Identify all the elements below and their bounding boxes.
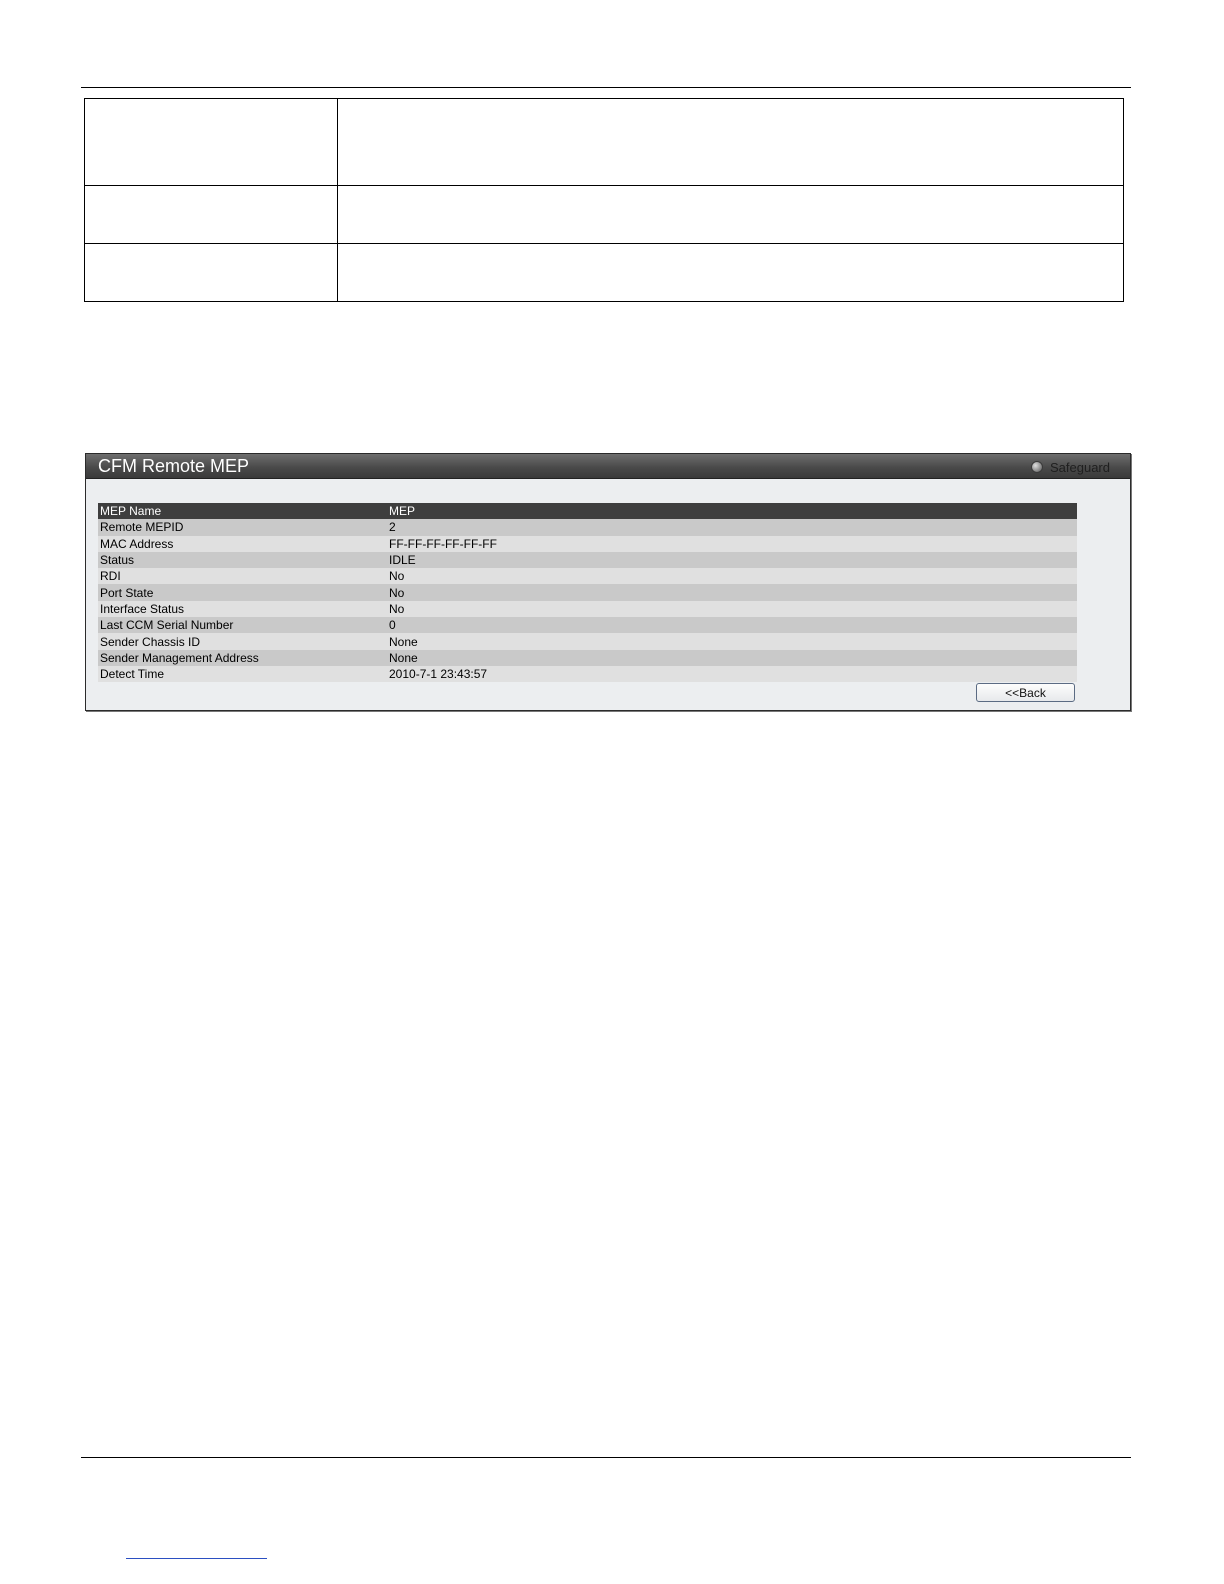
detail-label: Detect Time	[100, 667, 165, 682]
safeguard-label: Safeguard	[1050, 459, 1110, 475]
detail-value: 0	[389, 618, 396, 633]
detail-label: MEP Name	[100, 504, 162, 519]
detail-value: MEP	[389, 504, 416, 519]
detail-row-interface-status	[98, 601, 1077, 617]
detail-label: Interface Status	[100, 601, 185, 616]
detail-row-last-ccm-serial	[98, 617, 1077, 633]
header-rule	[81, 87, 1131, 88]
detail-label: Port State	[100, 585, 154, 600]
description-table	[84, 98, 1124, 302]
detail-row-mac-address	[98, 536, 1077, 552]
description-row	[85, 99, 1124, 186]
detail-label: Last CCM Serial Number	[100, 618, 234, 633]
detail-label: Sender Chassis ID	[100, 634, 201, 649]
detail-row-status	[98, 552, 1077, 568]
safeguard-icon	[1031, 461, 1043, 473]
detail-label: Status	[100, 553, 135, 568]
detail-value: FF-FF-FF-FF-FF-FF	[389, 536, 497, 551]
detail-value: IDLE	[389, 553, 416, 568]
detail-row-remote-mepid	[98, 519, 1077, 535]
panel-title: CFM Remote MEP	[98, 456, 250, 476]
detail-label: RDI	[100, 569, 121, 584]
remote-mep-details	[98, 503, 1077, 682]
detail-row-mep-name	[98, 503, 1077, 519]
footer-rule	[81, 1457, 1131, 1458]
detail-value: No	[389, 569, 405, 584]
back-button[interactable]: <<Back	[976, 683, 1075, 702]
cfm-remote-mep-panel	[85, 453, 1131, 711]
detail-row-sender-chassis-id	[98, 633, 1077, 649]
detail-label: MAC Address	[100, 536, 174, 551]
detail-value: None	[389, 650, 418, 665]
detail-value: 2	[389, 520, 396, 535]
detail-value: No	[389, 601, 405, 616]
description-row	[85, 244, 1124, 302]
detail-label: Remote MEPID	[100, 520, 184, 535]
detail-label: Sender Management Address	[100, 650, 259, 665]
description-row	[85, 186, 1124, 244]
detail-value: No	[389, 585, 405, 600]
detail-row-port-state	[98, 584, 1077, 600]
detail-value: 2010-7-1 23:43:57	[389, 667, 488, 682]
panel-titlebar	[86, 454, 1130, 479]
detail-row-detect-time	[98, 666, 1077, 682]
footer-link-underline[interactable]	[126, 1558, 267, 1559]
detail-row-sender-mgmt-address	[98, 650, 1077, 666]
safeguard-indicator	[1031, 459, 1110, 475]
detail-value: None	[389, 634, 418, 649]
detail-row-rdi	[98, 568, 1077, 584]
